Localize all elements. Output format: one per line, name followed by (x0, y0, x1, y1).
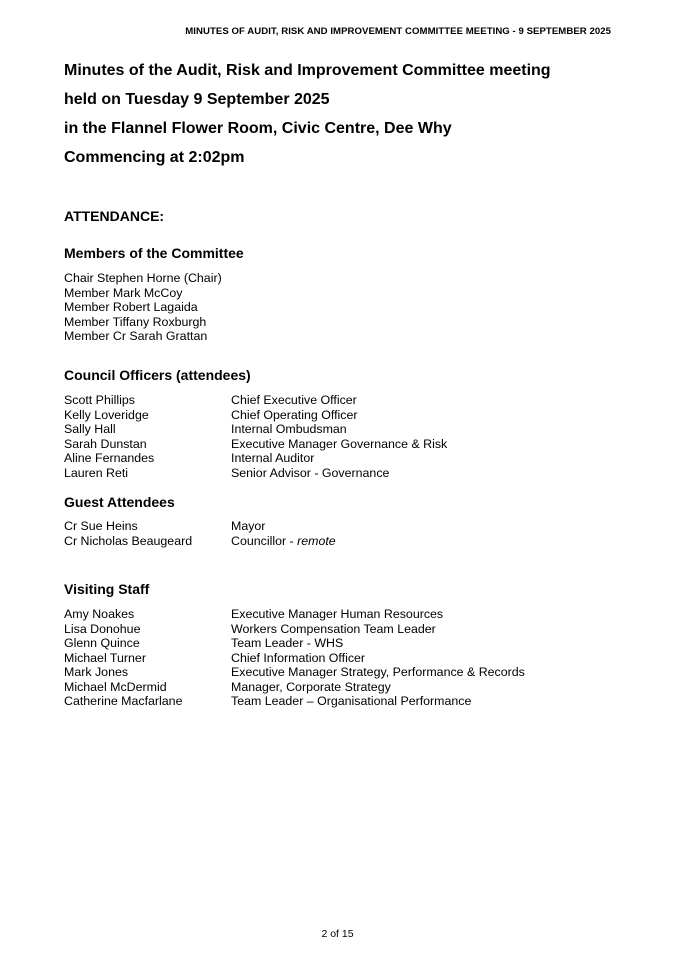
attendee-role: Executive Manager Strategy, Performance & Records (231, 665, 525, 679)
council-officers-roster (64, 393, 624, 480)
list-item: Member Cr Sarah Grattan (64, 329, 208, 343)
attendee-name: Kelly Loveridge (64, 407, 149, 422)
meeting-location-line: in the Flannel Flower Room, Civic Centre, Dee Why (64, 120, 452, 137)
table-row (64, 694, 624, 709)
attendee-role: Chief Executive Officer (231, 393, 357, 407)
table-row (64, 408, 624, 423)
attendee-name: Michael McDermid (64, 679, 167, 694)
attendee-name: Sarah Dunstan (64, 436, 147, 451)
guest-attendees-roster (64, 519, 624, 548)
attendee-role (231, 519, 624, 534)
attendee-name: Lisa Donohue (64, 621, 141, 636)
attendee-name: Sally Hall (64, 422, 116, 436)
list-item: Chair Stephen Horne (Chair) (64, 271, 222, 285)
table-row (64, 622, 624, 637)
attendee-role-text: Mayor (231, 519, 266, 533)
running-header: MINUTES OF AUDIT, RISK AND IMPROVEMENT COMMITTEE MEETING - 9 SEPTEMBER 2025 (185, 26, 611, 37)
attendee-role-text: Councillor - (231, 533, 298, 548)
attendee-role: Internal Ombudsman (231, 422, 347, 436)
attendee-role: Internal Auditor (231, 451, 315, 465)
table-row (64, 451, 624, 466)
meeting-title-block (64, 60, 624, 176)
attendee-role: Executive Manager Human Resources (231, 607, 444, 621)
meeting-date-line: held on Tuesday 9 September 2025 (64, 91, 330, 108)
list-item: Member Robert Lagaida (64, 300, 198, 314)
attendee-name: Mark Jones (64, 665, 129, 679)
visiting-staff-roster (64, 607, 624, 709)
table-row (64, 519, 624, 534)
attendee-name: Michael Turner (64, 650, 146, 665)
list-item: Member Mark McCoy (64, 285, 183, 300)
meeting-title-line: Minutes of the Audit, Risk and Improvement Committee meeting (64, 62, 551, 79)
table-row (64, 607, 624, 622)
attendee-role: Chief Operating Officer (231, 407, 358, 422)
attendee-name: Cr Sue Heins (64, 519, 138, 533)
attendee-role: Team Leader - WHS (231, 636, 344, 650)
attendee-role: Executive Manager Governance & Risk (231, 436, 448, 451)
page-number: 2 of 15 (321, 928, 354, 940)
table-row (64, 534, 624, 549)
attendee-name: Lauren Reti (64, 465, 129, 480)
visiting-staff-heading: Visiting Staff (64, 581, 150, 597)
attendance-mode: remote (297, 533, 336, 548)
council-officers-heading: Council Officers (attendees) (64, 367, 251, 383)
guest-attendees-heading: Guest Attendees (64, 494, 175, 510)
table-row (64, 393, 624, 408)
attendance-heading: ATTENDANCE: (64, 208, 165, 224)
attendee-role: Team Leader – Organisational Performance (231, 694, 472, 708)
attendee-name: Glenn Quince (64, 636, 140, 650)
committee-members-list (64, 271, 222, 344)
attendee-name: Aline Fernandes (64, 451, 155, 465)
attendee-role: Chief Information Officer (231, 650, 366, 665)
attendee-name: Cr Nicholas Beaugeard (64, 533, 193, 548)
list-item: Member Tiffany Roxburgh (64, 314, 207, 329)
table-row (64, 437, 624, 452)
table-row (64, 422, 624, 437)
committee-members-heading: Members of the Committee (64, 245, 244, 261)
attendee-name: Catherine Macfarlane (64, 694, 183, 708)
table-row (64, 636, 624, 651)
table-row (64, 651, 624, 666)
attendee-name: Amy Noakes (64, 607, 135, 621)
table-row (64, 680, 624, 695)
attendee-role: Manager, Corporate Strategy (231, 679, 391, 694)
attendee-name: Scott Phillips (64, 393, 135, 407)
table-row (64, 665, 624, 680)
table-row (64, 466, 624, 481)
attendee-role: Workers Compensation Team Leader (231, 621, 436, 636)
attendee-role: Senior Advisor - Governance (231, 465, 390, 480)
attendee-role (231, 534, 624, 549)
meeting-start-time-line: Commencing at 2:02pm (64, 149, 245, 166)
